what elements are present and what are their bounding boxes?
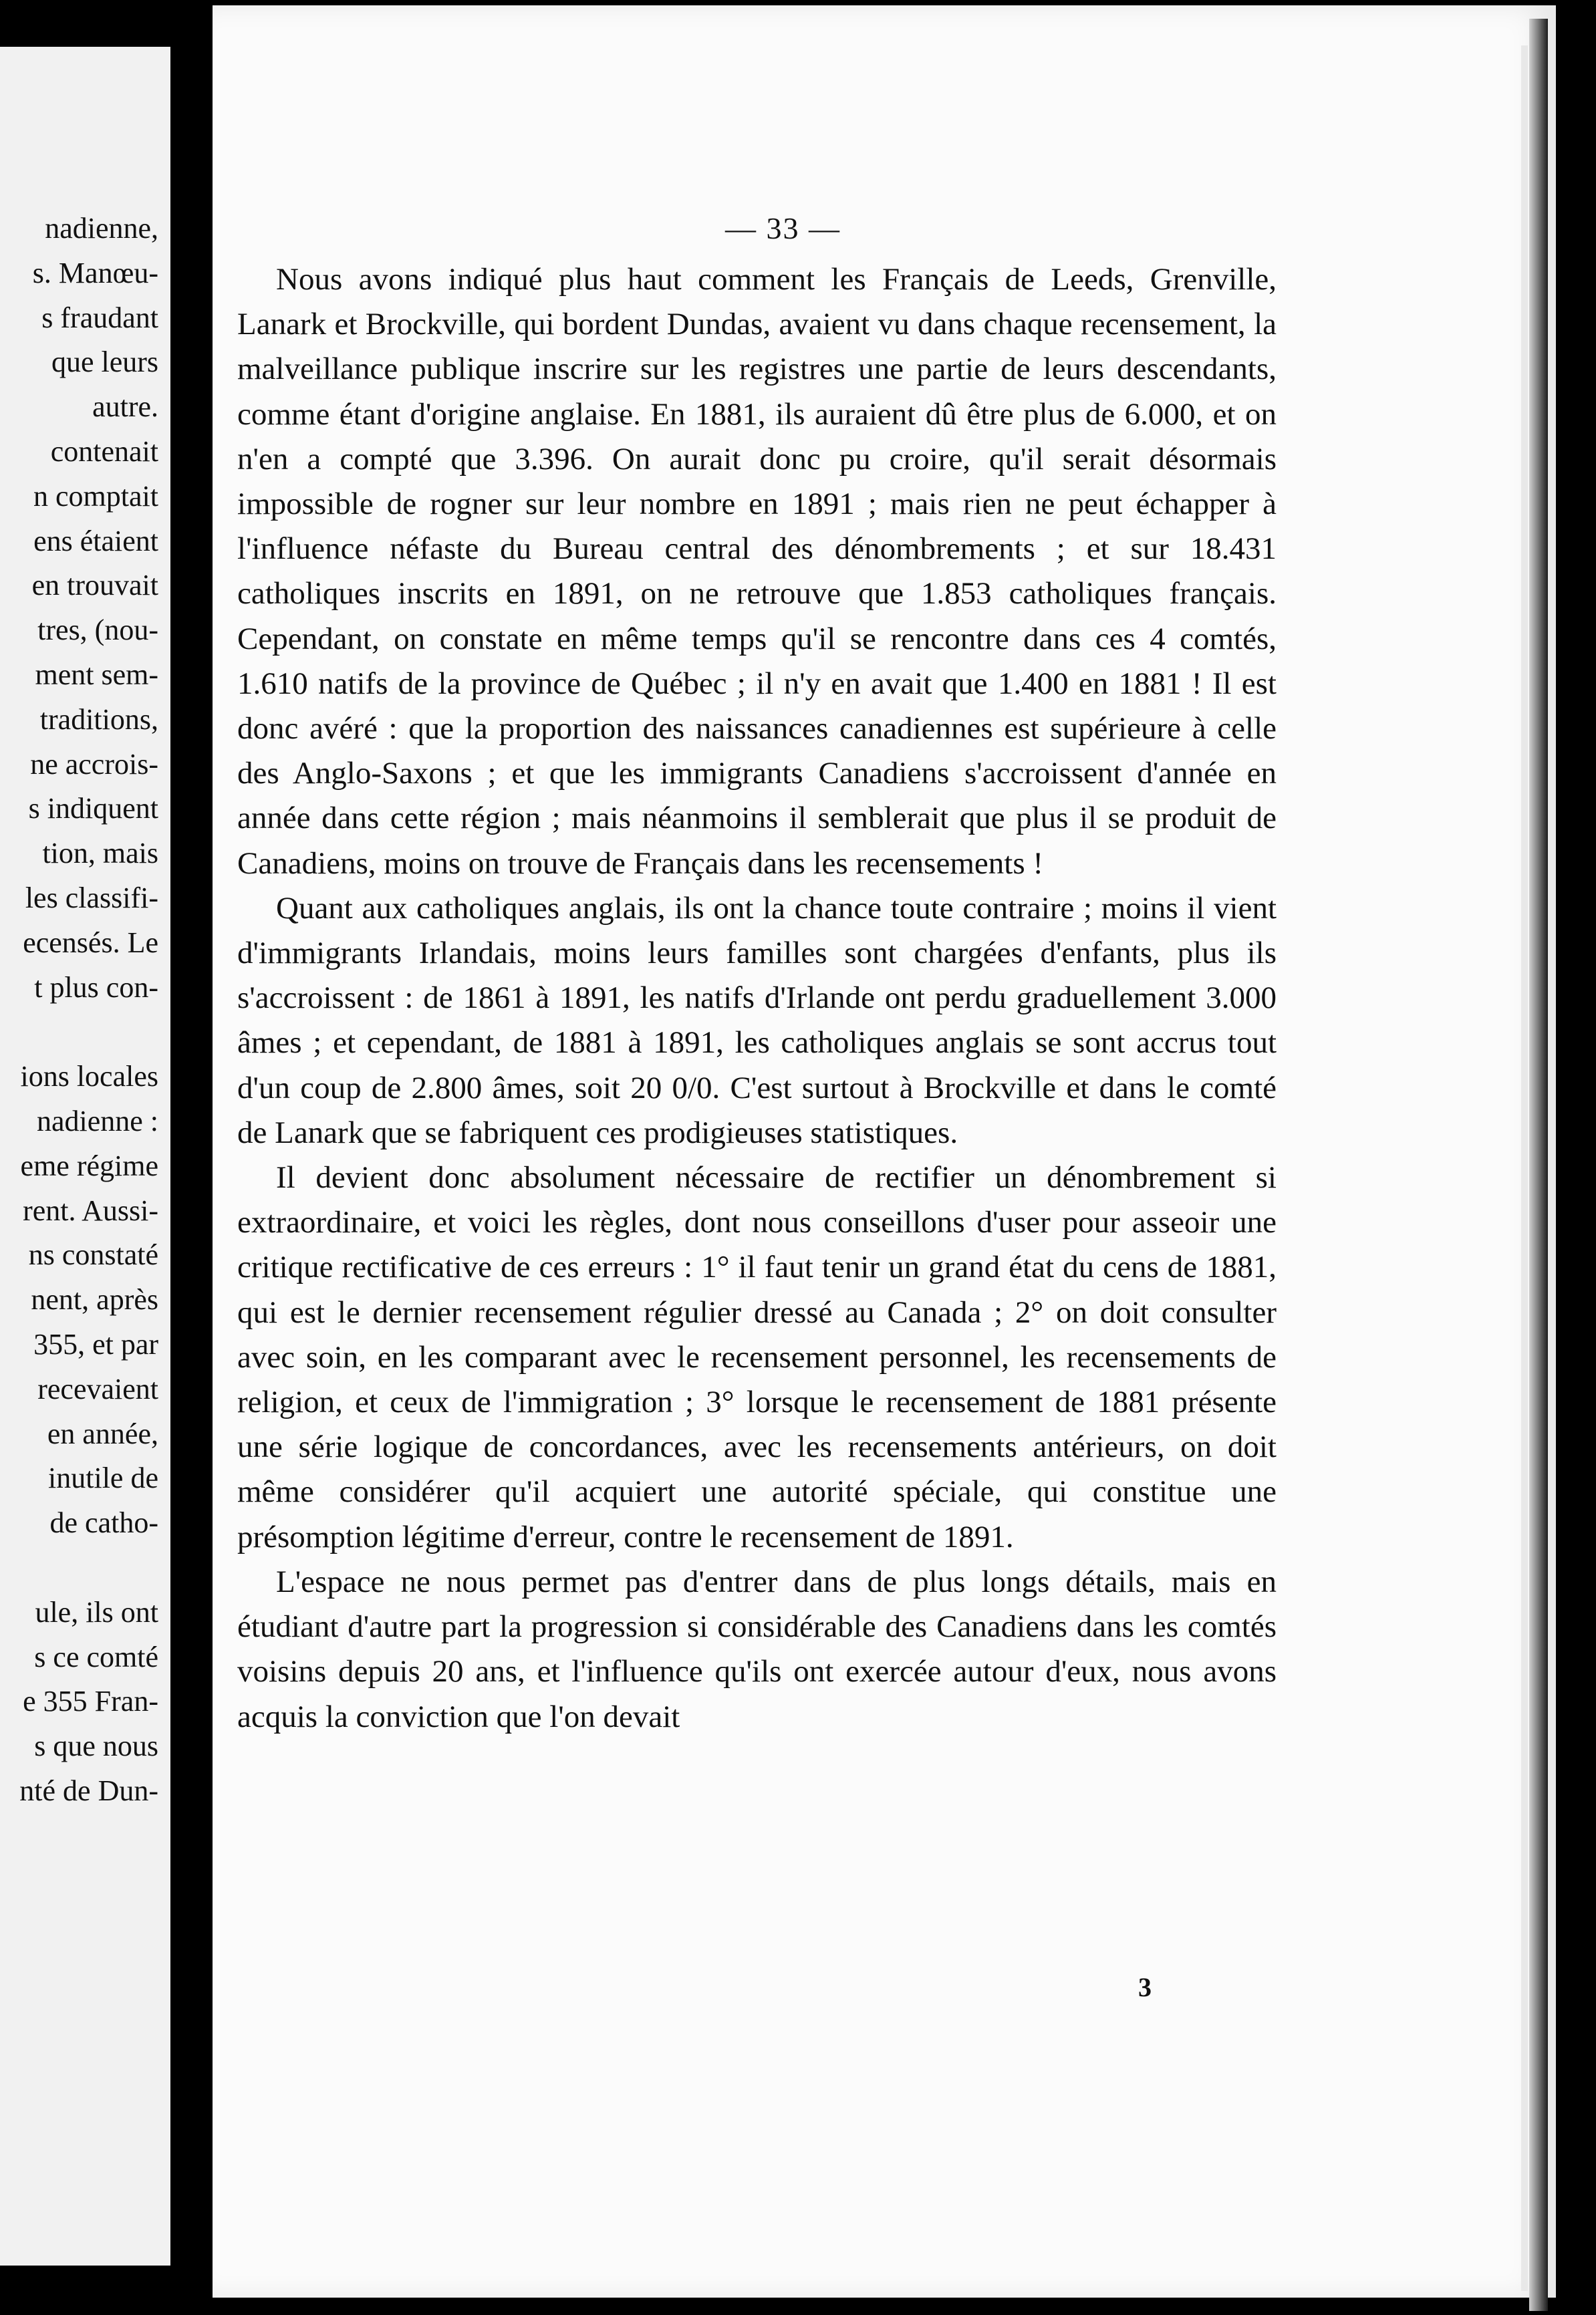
page-edge — [1529, 19, 1548, 2311]
previous-page-line: ule, ils ont — [35, 1595, 158, 1629]
previous-page-line: traditions, — [39, 702, 158, 736]
previous-page-line: autre. — [92, 390, 158, 424]
previous-page-line: eme régime — [20, 1149, 158, 1182]
previous-page-line: les classifi- — [25, 881, 158, 914]
previous-page-line: n comptait — [33, 479, 158, 513]
previous-page-line: e 355 Fran- — [23, 1685, 158, 1718]
previous-page-line: s que nous — [34, 1730, 158, 1763]
previous-page-line: nadienne : — [36, 1105, 158, 1137]
previous-page-fragment — [0, 47, 170, 2266]
paragraph-3: Il devient donc absolument nécessaire de rectifier un dénombrement si extraordinaire, et voici les règles, dont nous conseillons d'user pour asseoir une critique rectificative de ces erreurs : 1° il faut tenir un grand état du cens de 1881, qui est le dernier recensement régulier dressé au Canada ; 2° on doit consulter avec soin, en les comparant avec le recensement personnel, les recensements de religion, et ceux de l'immigration ; 3° lorsque le recensement de 1881 présente une série logique de concordances, avec les recensements antérieurs, on doit même considérer qu'il acquiert une autorité spéciale, qui constitue une présomption légitime d'erreur, contre le recensement de 1891. — [237, 1160, 1277, 1554]
page-number: — 33 — — [725, 211, 841, 245]
previous-page-line: tres, (nou- — [37, 614, 158, 647]
previous-page-line: tion, mais — [42, 837, 158, 870]
previous-page-line: nadienne, — [45, 212, 158, 245]
previous-page-line: en année, — [47, 1417, 158, 1450]
previous-page-line: que leurs — [51, 346, 158, 379]
previous-page-line: inutile de — [48, 1462, 158, 1495]
body-text — [237, 257, 1277, 1740]
previous-page-line: ens étaient — [33, 524, 158, 557]
previous-page-line: t plus con- — [34, 970, 158, 1004]
previous-page-line: 355, et par — [33, 1328, 158, 1361]
page-edge-inner — [1521, 45, 1528, 2291]
paragraph-1: Nous avons indiqué plus haut comment les Français de Leeds, Grenville, Lanark et Brockville, qui bordent Dundas, avaient vu dans chaque recensement, la malveillance publique inscrire sur les registres une partie de leurs descendants, comme étant d'origine anglaise. En 1881, ils auraient dû être plus de 6.000, et on n'en a compté que 3.396. On aurait donc pu croire, qu'il serait désormais impossible de rogner sur leur nombre en 1891 ; mais rien ne peut échapper à l'influence néfaste du Bureau central des dénombrements ; et sur 18.431 catholiques inscrits en 1891, on ne retrouve que 1.853 catholiques français. Cependant, on constate en même temps qu'il se rencontre dans ces 4 comtés, 1.610 natifs de la province de Québec ; il n'y en avait que 1.400 en 1881 ! Il est donc avéré : que la proportion des naissances canadiennes est supérieure à celle des Anglo-Saxons ; et que les immigrants Canadiens s'accroissent d'année en année dans cette région ; mais néanmoins il semblerait que plus il se produit de Canadiens, moins on trouve de Français dans les recensements ! — [237, 262, 1277, 881]
previous-page-line: s. Manœu- — [32, 256, 158, 289]
previous-page-line: contenait — [50, 435, 158, 468]
previous-page-line: s fraudant — [41, 301, 158, 334]
previous-page-line: ne accrois- — [30, 747, 158, 781]
previous-page-line: recevaient — [37, 1372, 158, 1405]
previous-page-line: s indiquent — [28, 792, 158, 825]
previous-page-line: nent, après — [31, 1283, 158, 1317]
previous-page-line: s ce comté — [34, 1640, 158, 1673]
paragraph-4: L'espace ne nous permet pas d'entrer dans de plus longs détails, mais en étudiant d'autre part la progression si considérable des Canadiens dans les comtés voisins depuis 20 ans, et l'influence qu'ils ont exercée autour d'eux, nous avons acquis la conviction que l'on devait — [237, 1564, 1277, 1734]
previous-page-line: ecensés. Le — [23, 926, 158, 959]
previous-page-line: ment sem- — [35, 658, 158, 691]
previous-page-line: nté de Dun- — [19, 1774, 158, 1807]
previous-page-line: ions locales — [20, 1060, 158, 1093]
previous-page-line: de catho- — [49, 1506, 158, 1540]
previous-page-line: ns constaté — [28, 1238, 158, 1272]
signature-mark: 3 — [1138, 1972, 1152, 2002]
paragraph-2: Quant aux catholiques anglais, ils ont la chance toute contraire ; moins il vient d'immigrants Irlandais, moins leurs familles sont chargées d'enfants, plus ils s'accroissent : de 1861 à 1891, les natifs d'Irlande ont perdu graduellement 3.000 âmes ; et cependant, de 1881 à 1891, les catholiques anglais se sont accrus tout d'un coup de 2.800 âmes, soit 20 0/0. C'est surtout à Brockville et dans le comté de Lanark que se fabriquent ces prodigieuses statistiques. — [237, 890, 1277, 1150]
previous-page-line: rent. Aussi- — [23, 1194, 158, 1227]
previous-page-line: en trouvait — [31, 569, 158, 602]
